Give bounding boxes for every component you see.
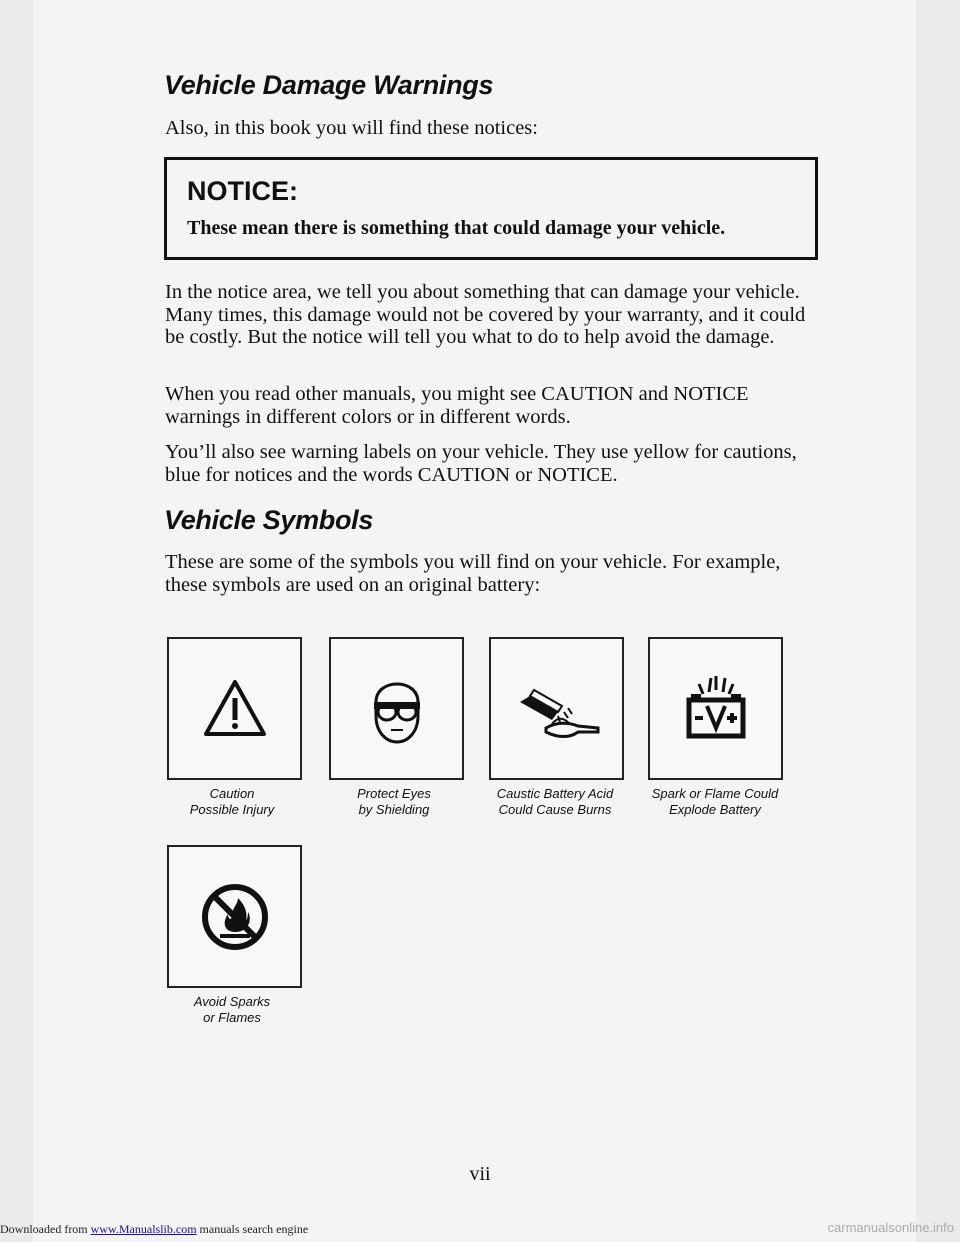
symbol-caustic-acid-box xyxy=(489,637,624,780)
manualslib-link[interactable]: www.Manualslib.com xyxy=(90,1222,197,1236)
symbol-caution-caption xyxy=(147,786,317,818)
caption-line1: Avoid Sparks xyxy=(193,994,271,1009)
section-heading-vehicle-symbols: Vehicle Symbols xyxy=(164,505,374,535)
eye-protection-icon xyxy=(360,672,434,746)
caption-line1: Spark or Flame Could xyxy=(651,786,779,801)
footer-suffix: manuals search engine xyxy=(199,1222,309,1236)
symbols-intro-text: These are some of the symbols you will find on your vehicle. For example, these symbols are used on an original battery: xyxy=(165,551,781,596)
symbol-no-flame-box xyxy=(167,845,302,988)
caption-line1: Protect Eyes xyxy=(357,786,431,801)
symbol-protect-eyes-caption xyxy=(309,786,479,818)
caption-line2: Could Cause Burns xyxy=(498,802,612,817)
symbol-caution-box xyxy=(167,637,302,780)
paragraph-warning-labels: You’ll also see warning labels on your vehicle. They use yellow for cautions, blue for notices and the words CAUTION or NOTICE. xyxy=(165,441,797,486)
symbol-no-flame-caption xyxy=(147,994,317,1026)
no-flame-icon xyxy=(198,880,272,954)
caption-line1: Caution xyxy=(209,786,255,801)
caption-line2: by Shielding xyxy=(358,802,430,817)
caption-line1: Caustic Battery Acid xyxy=(496,786,614,801)
footer-watermark: carmanualsonline.info xyxy=(827,1220,954,1235)
notice-text: These mean there is something that could damage your vehicle. xyxy=(187,217,726,239)
battery-spark-icon xyxy=(679,672,753,746)
paragraph-notice-area: In the notice area, we tell you about something that can damage your vehicle. Many times, this damage would not be covered by your warranty, and it could be costly. But the notice will tell you what to do to help avoid the damage. xyxy=(165,281,806,348)
symbol-battery-spark-box xyxy=(648,637,783,780)
footer-prefix: Downloaded from xyxy=(0,1222,88,1236)
caption-line2: or Flames xyxy=(203,1010,261,1025)
notice-title: NOTICE: xyxy=(187,176,298,206)
footer-download-note xyxy=(0,1222,308,1237)
notice-box xyxy=(164,157,818,260)
page-number: vii xyxy=(469,1163,491,1185)
symbol-battery-spark-caption xyxy=(630,786,800,818)
caption-line2: Explode Battery xyxy=(669,802,761,817)
caution-triangle-icon xyxy=(198,672,272,746)
caption-line2: Possible Injury xyxy=(189,802,275,817)
acid-burn-icon xyxy=(512,672,602,746)
symbol-caustic-acid-caption xyxy=(470,786,640,818)
paragraph-other-manuals: When you read other manuals, you might see CAUTION and NOTICE warnings in different colors or in different words. xyxy=(165,383,749,428)
intro-text: Also, in this book you will find these notices: xyxy=(165,117,538,139)
symbol-protect-eyes-box xyxy=(329,637,464,780)
section-heading-damage-warnings: Vehicle Damage Warnings xyxy=(164,70,494,100)
